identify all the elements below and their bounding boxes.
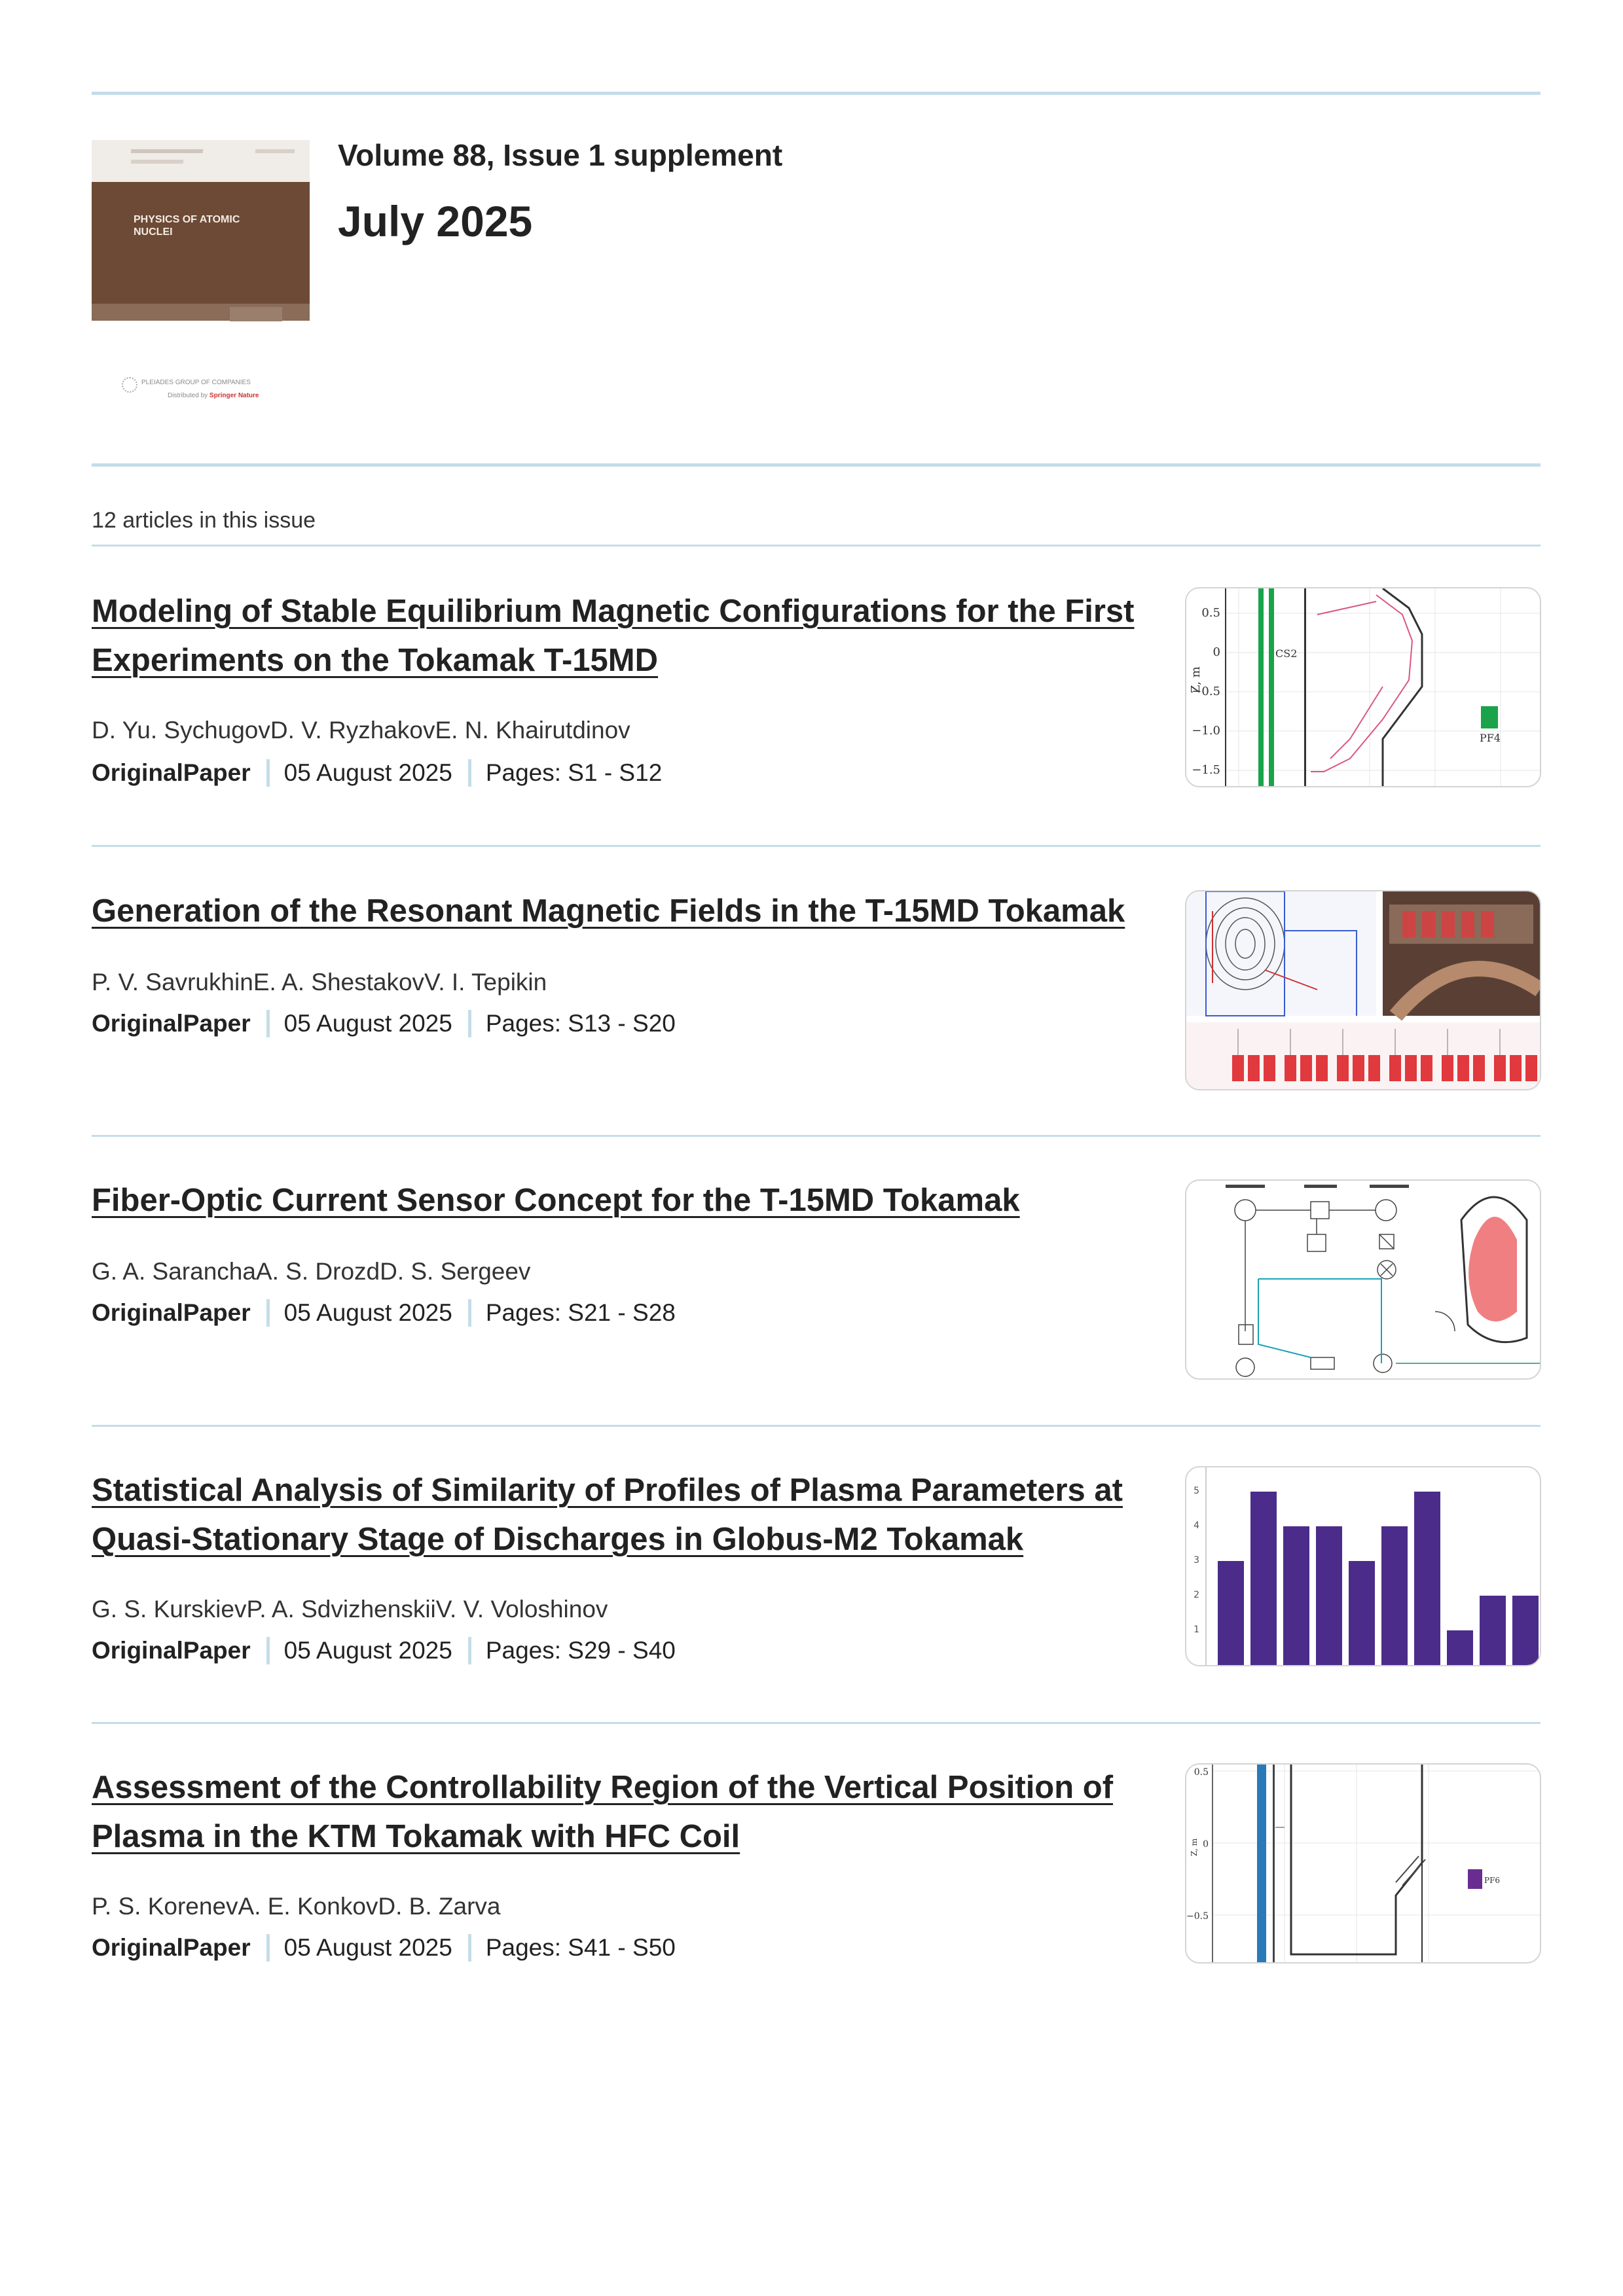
- article-pages: Pages: S1 - S12: [485, 759, 663, 786]
- article-meta: [92, 1299, 676, 1327]
- publisher-name: PLEIADES GROUP OF COMPANIES: [141, 379, 251, 386]
- article-title: [92, 1176, 1152, 1225]
- y-tick: −0.5: [1192, 685, 1220, 698]
- thumbnail-bar: [1381, 1526, 1408, 1665]
- article-authors: P. V. SavrukhinE. A. ShestakovV. I. Tepikin: [92, 969, 547, 996]
- article-authors: G. S. KurskievP. A. SdvizhenskiiV. V. Voloshinov: [92, 1596, 608, 1623]
- article-type: OriginalPaper: [92, 1299, 251, 1326]
- article-authors: D. Yu. SychugovD. V. RyzhakovE. N. Khairutdinov: [92, 717, 630, 744]
- cover-band-text-2: [131, 160, 183, 164]
- article-title: [92, 887, 1152, 936]
- thumbnail-bar: [1480, 1596, 1506, 1665]
- article-title-link[interactable]: Fiber-Optic Current Sensor Concept for the T-15MD Tokamak: [92, 1183, 1020, 1218]
- article-title: [92, 587, 1152, 685]
- article-thumbnail[interactable]: [1185, 890, 1541, 1090]
- article-date: 05 August 2025: [283, 1934, 452, 1961]
- article-thumbnail[interactable]: [1185, 1179, 1541, 1380]
- y-tick: 2: [1194, 1590, 1199, 1600]
- meta-separator: [468, 1934, 471, 1962]
- distribution-brand: Springer Nature: [209, 392, 259, 399]
- article-pages: Pages: S13 - S20: [485, 1010, 676, 1037]
- thumbnail-bar: [1218, 1561, 1244, 1665]
- cover-band-text-3: [255, 149, 295, 153]
- publisher-logo: [122, 376, 285, 402]
- y-tick: 5: [1194, 1486, 1199, 1496]
- thumbnail-bar: [1349, 1561, 1375, 1665]
- cover-footer-label: [230, 307, 282, 321]
- article-date: 05 August 2025: [283, 1299, 452, 1326]
- journal-cover-image[interactable]: [92, 140, 310, 321]
- y-tick: 0.5: [1201, 606, 1220, 620]
- article-authors: G. A. SaranchaA. S. DrozdD. S. Sergeev: [92, 1258, 531, 1285]
- thumbnail-bar: [1250, 1492, 1277, 1665]
- article-item: [92, 887, 1541, 1090]
- thumbnail-bar: [1512, 1596, 1539, 1665]
- article-type: OriginalPaper: [92, 759, 251, 786]
- meta-separator: [468, 1299, 471, 1327]
- y-tick: 0.5: [1194, 1767, 1209, 1778]
- y-axis-label: Z, m: [1189, 666, 1203, 693]
- article-meta: [92, 759, 662, 787]
- article-item: [92, 1466, 1541, 1676]
- y-tick: −1.0: [1192, 724, 1220, 738]
- y-tick: 1: [1194, 1624, 1199, 1635]
- y-tick: 4: [1194, 1520, 1199, 1531]
- meta-separator: [266, 759, 270, 787]
- y-tick: 0: [1213, 645, 1220, 659]
- top-divider: [92, 92, 1541, 95]
- article-divider: [92, 1425, 1541, 1427]
- meta-separator: [266, 1934, 270, 1962]
- article-count: 12 articles in this issue: [92, 508, 316, 533]
- article-date: 05 August 2025: [283, 1010, 452, 1037]
- article-divider: [92, 1135, 1541, 1137]
- count-divider: [92, 545, 1541, 547]
- article-thumbnail[interactable]: [1185, 1466, 1541, 1666]
- article-item: [92, 1176, 1541, 1379]
- article-divider: [92, 1722, 1541, 1724]
- article-title-link[interactable]: Modeling of Stable Equilibrium Magnetic Configurations for the First Experiments on the Tokamak T-15MD: [92, 594, 1135, 678]
- article-title-link[interactable]: Statistical Analysis of Similarity of Profiles of Plasma Parameters at Quasi-Stationary Stage of Discharges in Globus-M2 Tokamak: [92, 1473, 1123, 1557]
- publisher-distribution: [168, 391, 259, 401]
- article-pages: Pages: S21 - S28: [485, 1299, 676, 1326]
- meta-separator: [266, 1010, 270, 1037]
- article-divider: [92, 845, 1541, 847]
- coil-label-pf: PF4: [1480, 732, 1501, 744]
- article-authors: P. S. KorenevA. E. KonkovD. B. Zarva: [92, 1893, 501, 1920]
- y-tick: −1.5: [1192, 763, 1220, 777]
- thumbnail-bar: [1316, 1526, 1342, 1665]
- y-tick: 3: [1194, 1555, 1199, 1566]
- distribution-prefix: Distributed by: [168, 392, 208, 399]
- article-meta: [92, 1010, 676, 1037]
- article-type: OriginalPaper: [92, 1010, 251, 1037]
- cover-band-text: [131, 149, 203, 153]
- article-meta: [92, 1637, 676, 1664]
- article-pages: Pages: S41 - S50: [485, 1934, 676, 1961]
- article-title: [92, 1763, 1152, 1861]
- thumbnail-bar: [1283, 1526, 1309, 1665]
- article-thumbnail[interactable]: [1185, 1763, 1541, 1964]
- article-title-link[interactable]: Assessment of the Controllability Region of the Vertical Position of Plasma in the KTM Tokamak with HFC Coil: [92, 1770, 1114, 1854]
- y-axis-label: Z, m: [1190, 1838, 1199, 1856]
- thumbnail-bar: [1447, 1630, 1473, 1665]
- pleiades-gear-icon: [122, 377, 137, 393]
- article-date: 05 August 2025: [283, 1637, 452, 1664]
- article-meta: [92, 1934, 676, 1962]
- article-title: [92, 1466, 1152, 1564]
- meta-separator: [266, 1637, 270, 1664]
- meta-separator: [468, 1637, 471, 1664]
- coil-label-pf: PF6: [1484, 1876, 1501, 1885]
- thumbnail-bar: [1414, 1492, 1440, 1665]
- article-item: [92, 587, 1541, 797]
- article-thumbnail[interactable]: [1185, 587, 1541, 787]
- cover-top-band: [92, 140, 310, 182]
- issue-date: July 2025: [338, 197, 533, 245]
- article-title-link[interactable]: Generation of the Resonant Magnetic Fields in the T-15MD Tokamak: [92, 893, 1125, 929]
- article-pages: Pages: S29 - S40: [485, 1637, 676, 1664]
- meta-separator: [468, 1010, 471, 1037]
- issue-volume: Volume 88, Issue 1 supplement: [338, 138, 783, 172]
- meta-separator: [468, 759, 471, 787]
- article-type: OriginalPaper: [92, 1934, 251, 1961]
- article-type: OriginalPaper: [92, 1637, 251, 1664]
- article-item: [92, 1763, 1541, 1973]
- cover-title: PHYSICS OF ATOMIC NUCLEI: [134, 214, 240, 238]
- coil-label-cs: CS2: [1275, 647, 1298, 660]
- y-tick: −0.5: [1186, 1911, 1209, 1922]
- y-tick: 0: [1203, 1839, 1209, 1850]
- article-date: 05 August 2025: [283, 759, 452, 786]
- header-divider: [92, 463, 1541, 467]
- meta-separator: [266, 1299, 270, 1327]
